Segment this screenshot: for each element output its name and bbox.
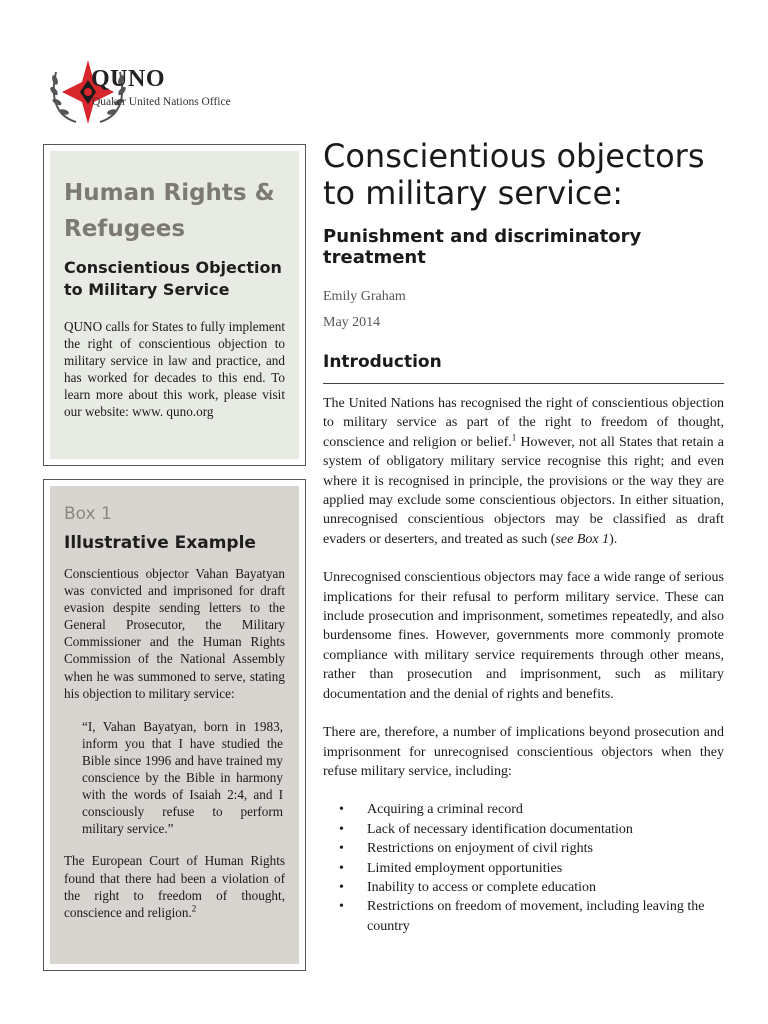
list-item: • Acquiring a criminal record <box>323 800 724 819</box>
paragraph-3: There are, therefore, a number of implications beyond prosecution and imprisonment for unrecognised conscientious objectors when they refuse military service, including: <box>323 725 724 779</box>
logo-subtitle: Quaker United Nations Office <box>92 96 231 108</box>
box-conclusion-text: The European Court of Human Rights found that there had been a violation of the right to freedom of thought, conscience and religion. <box>64 853 285 920</box>
implications-list <box>323 800 724 936</box>
human-rights-box <box>43 144 306 466</box>
author: Emily Graham <box>323 289 406 304</box>
p1-text-a: The United Nations has recognised the right of conscientious objection to military service as part of the right to freedom of thought, conscience and religion or belief. <box>323 396 724 450</box>
list-item: • Lack of necessary identification documentation <box>323 820 724 839</box>
list-item: • Inability to access or complete education <box>323 878 724 897</box>
date: May 2014 <box>323 315 381 330</box>
paragraph-2: Unrecognised conscientious objectors may face a wide range of serious implications for their refusal to perform military service. These can include prosecution and imprisonment, sometimes repeatedly, and also burdensome fines. However, governments more commonly promote compliance with military service requirements through other means, rather than prosecution and imprisonment, such as military documentation and the denial of rights and benefits. <box>323 570 724 702</box>
box-title: Illustrative Example <box>64 533 256 553</box>
box-label: Box 1 <box>64 504 112 524</box>
section-heading-introduction: Introduction <box>323 352 442 372</box>
list-item: • Restrictions on freedom of movement, including leaving the country <box>323 897 724 936</box>
box-conclusion <box>64 852 285 920</box>
list-item: • Limited employment opportunities <box>323 859 724 878</box>
logo-name: QUNO <box>91 66 165 92</box>
section-rule <box>323 383 724 384</box>
p1-text-b: However, not all States that retain a system of obligatory military service recognise this right; and even where it is recognised in principle, the provisions or the way they are applied may exclude some conscientious objectors. In either situation, unrecognised conscientious objectors may be classified as draft evaders or deserters, and treated as such ( <box>323 434 724 547</box>
page-subtitle: Punishment and discriminatory treatment <box>323 226 642 268</box>
box-1-reference[interactable]: see Box 1 <box>555 531 610 547</box>
page-title: Conscientious objectors to military service: <box>323 137 705 212</box>
quno-logo <box>46 58 306 128</box>
box-1 <box>43 479 306 971</box>
footnote-2[interactable]: 2 <box>191 903 197 914</box>
main-column <box>323 138 724 936</box>
sidebar-heading: Human Rights & Refugees <box>64 180 275 242</box>
box-quote: “I, Vahan Bayatyan, born in 1983, inform you that I have studied the Bible since 1996 and have trained my conscience by the Bible in harmony with the words of Isaiah 2:4, and I consciously refuse to perform military service.” <box>82 718 283 837</box>
box-text: Conscientious objector Vahan Bayatyan was convicted and imprisoned for draft evasion despite sending letters to the General Prosecutor, the Military Commissioner and the Human Rights Commission of the National Assembly when he was summoned to serve, stating his objection to military service: <box>64 566 285 701</box>
p1-text-c: ). <box>609 531 618 547</box>
list-item: • Restrictions on enjoyment of civil rights <box>323 839 724 858</box>
sidebar-subheading: Conscientious Objection to Military Service <box>64 258 282 299</box>
sidebar-text: QUNO calls for States to fully implement the right of conscientious objection to military service in law and practice, and has worked for decades to this end. To learn more about this work, please visit our website: www. quno.org <box>64 319 285 419</box>
footnote-1[interactable]: 1 <box>511 432 517 443</box>
paragraph-1 <box>323 394 724 549</box>
